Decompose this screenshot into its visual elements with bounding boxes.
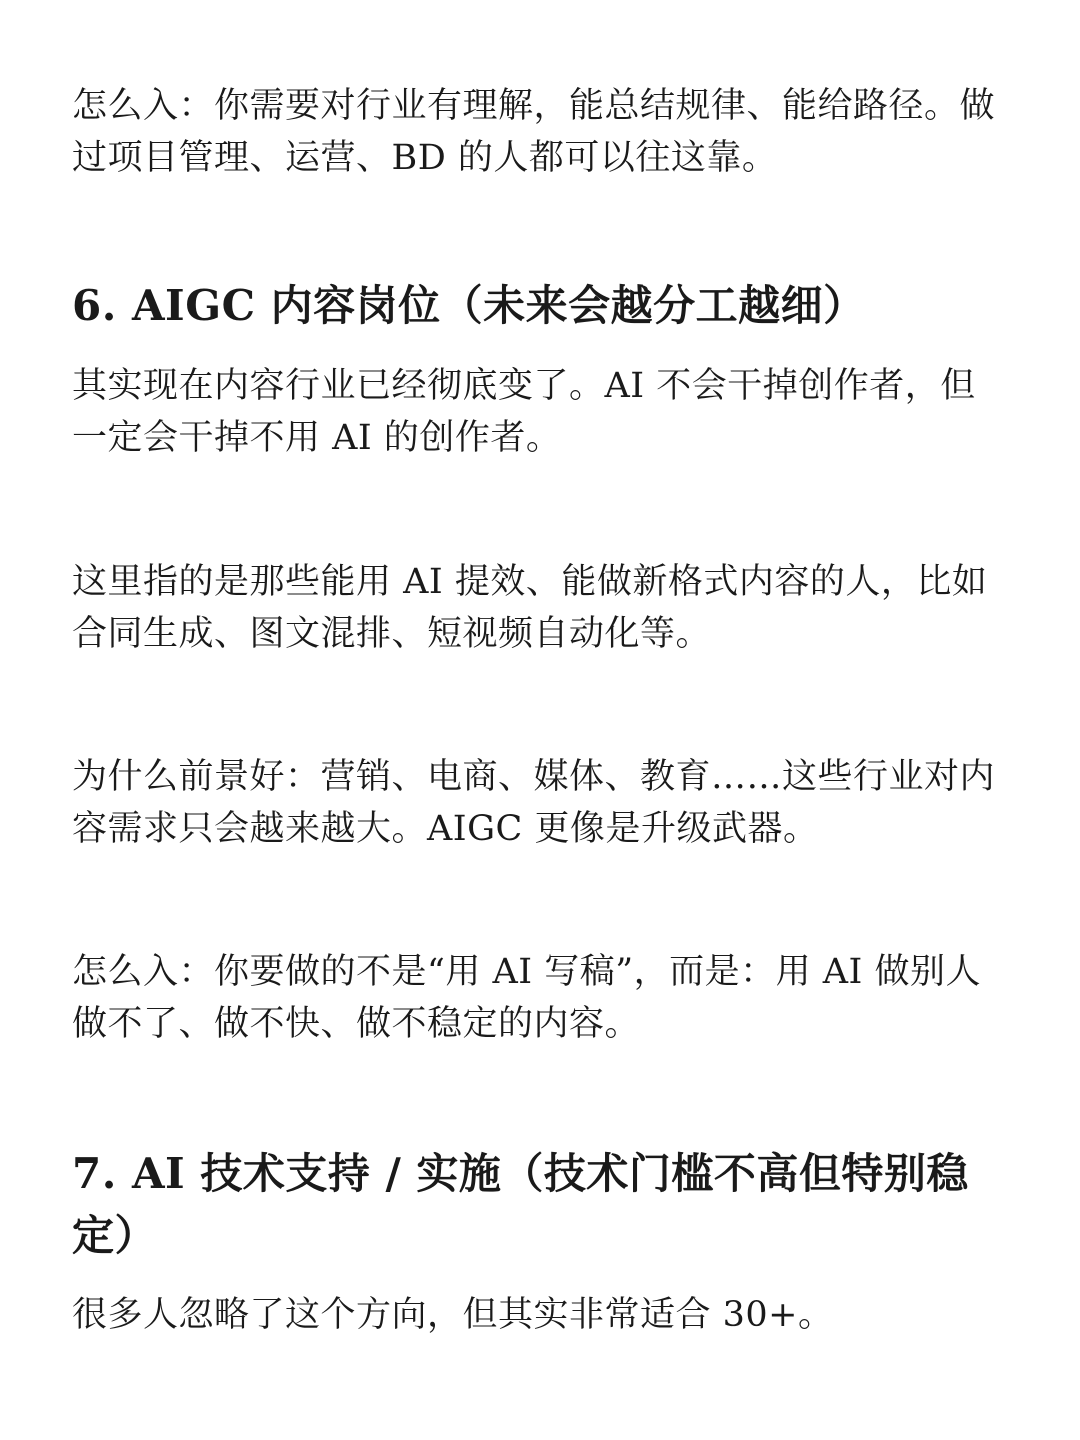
paragraph-content-industry-changed: 其实现在内容行业已经彻底变了。AI 不会干掉创作者，但一定会干掉不用 AI 的创作者。	[72, 366, 976, 458]
paragraph-how-to-enter-industry: 怎么入：你需要对行业有理解，能总结规律、能给路径。做过项目管理、运营、BD 的人都可以往这靠。	[72, 86, 996, 178]
paragraph-overlooked-direction: 很多人忽略了这个方向，但其实非常适合 30+。	[72, 1295, 834, 1335]
paragraph-why-good-prospects: 为什么前景好：营销、电商、媒体、教育……这些行业对内容需求只会越来越大。AIGC 更像是升级武器。	[72, 757, 996, 849]
section-heading-aigc-content: 6. AIGC 内容岗位（未来会越分工越细）	[72, 281, 866, 330]
paragraph-ai-efficiency-people: 这里指的是那些能用 AI 提效、能做新格式内容的人，比如合同生成、图文混排、短视频自动化等。	[72, 562, 988, 654]
paragraph-how-to-enter-aigc: 怎么入：你要做的不是“用 AI 写稿”，而是：用 AI 做别人做不了、做不快、做不稳定的内容。	[72, 952, 981, 1044]
section-heading-ai-tech-support: 7. AI 技术支持 / 实施（技术门槛不高但特别稳定）	[72, 1149, 969, 1260]
